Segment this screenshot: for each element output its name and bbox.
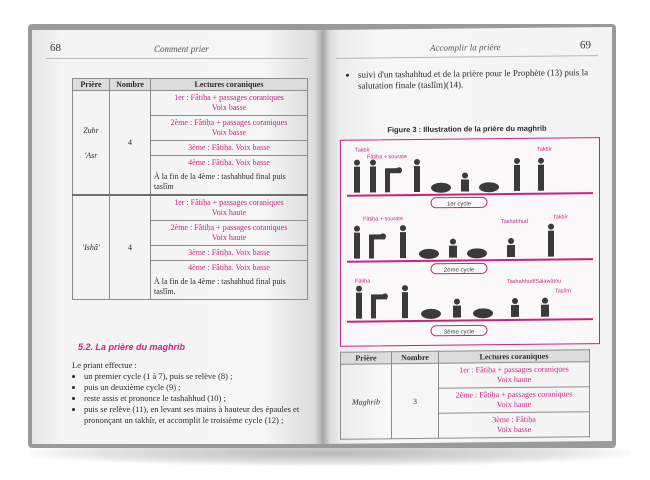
reading-text: 3ème : Fâtiḥa [492, 414, 536, 425]
cycle-2-row [347, 223, 593, 263]
left-page [32, 30, 322, 444]
figure-standing-icon [414, 159, 420, 192]
figure-bowing-icon [371, 293, 388, 318]
reading-cell [151, 116, 308, 141]
col-header-lectures: Lectures coraniques [151, 79, 308, 91]
list-item: • puis un deuxième cycle (9) ; [84, 382, 312, 393]
figure-sitting-icon [453, 299, 461, 318]
right-page [322, 27, 612, 444]
reading-cell: 4ème : Fâtiḥa. Voix basse [151, 261, 308, 276]
body-text-block [72, 360, 312, 426]
reading-voice: Voix basse [211, 128, 247, 137]
figure-sitting-icon [511, 298, 519, 317]
list-item: • reste assis et prononce le tashahhud (10) ; [84, 393, 312, 404]
prayer-cell: 'Ishâ' [73, 195, 110, 300]
left-page-number: 68 [50, 42, 61, 54]
cycle-1-row [347, 157, 593, 197]
figure-prostrating-icon [479, 182, 499, 192]
reading-voice: Voix haute [211, 233, 247, 242]
col-header-nombre: Nombre [110, 79, 151, 91]
left-running-head: Comment prier [154, 44, 209, 54]
book-spine-gutter [314, 30, 330, 444]
cycle-1-label: 1er cycle [446, 201, 472, 208]
reading-text: 1er : Fâtiḥa + passages coraniques [459, 364, 569, 375]
right-prayer-table [340, 349, 590, 440]
figure-standing-icon [354, 160, 360, 193]
table-header-row [73, 79, 308, 91]
figure-prostrating-icon [431, 183, 451, 193]
count-cell: 4 [110, 195, 151, 300]
prayer-name: Zuhr [83, 125, 99, 135]
reading-voice: Voix haute [211, 208, 247, 217]
figure-title: Figure 3 : Illustration de la prière du maghrib [387, 123, 547, 135]
intro-text: Le priant effectue : [72, 360, 137, 370]
count-cell: 3 [392, 363, 439, 438]
count-cell: 4 [110, 91, 151, 196]
step-list [72, 371, 312, 426]
label-fatiha: Fâtiḥa [355, 278, 371, 285]
figure-sitting-icon [449, 239, 457, 258]
left-prayer-table [72, 78, 308, 300]
figure-standing-icon [548, 224, 554, 257]
reading-cell [439, 362, 590, 389]
final-note-cell: À la fin de la 4ème : tashahhud final puis taslîm [151, 170, 308, 195]
reading-text: 1er : Fâtiḥa + passages coraniques [174, 198, 284, 207]
label-takbir-3: Takbîr [553, 214, 568, 221]
reading-cell [439, 387, 590, 414]
right-header-rule [336, 55, 598, 59]
cycle-3-label: 3ème cycle [443, 329, 475, 336]
reading-text: 2ème : Fâtiḥa + passages coraniques [170, 223, 288, 232]
reading-cell [439, 412, 590, 439]
prayer-positions-illustration [341, 138, 599, 346]
reading-text: 2ème : Fâtiḥa + passages coraniques [455, 389, 573, 400]
label-taslim: Taslîm [555, 288, 571, 295]
reading-voice: Voix haute [496, 399, 532, 410]
list-item: • suivi d'un tashahhud et de la prière pour le Prophète (13) puis la salutation finale (taslîm)(14). [358, 67, 598, 92]
label-fatiha-sourate: Fâtiḥa + sourate [367, 154, 407, 161]
reading-voice: Voix basse [211, 103, 247, 112]
right-bullet-block [346, 67, 598, 92]
table-row [73, 195, 308, 221]
figure-prostrating-icon [467, 248, 487, 258]
figure-sitting-icon [461, 172, 469, 191]
reading-cell [151, 91, 308, 116]
figure-prostrating-icon [473, 308, 493, 318]
list-item: • puis se relève (11), en levant ses mains à hauteur des épaules et prononçant un takbîr, et accomplit le troisième cycle (12) ; [84, 404, 312, 426]
maghrib-figure [340, 137, 600, 347]
figure-standing-icon [370, 159, 376, 192]
list-item: • un premier cycle (1 à 7), puis se relève (8) ; [84, 371, 312, 382]
figure-bowing-icon [385, 167, 402, 192]
reading-cell: 4ème : Fâtiḥa. Voix basse [151, 156, 308, 171]
figure-sitting-icon [541, 298, 549, 317]
label-takbir-2: Takbîr [537, 146, 552, 153]
final-note-cell: À la fin de la 4ème : tashahhud final puis taslîm. [151, 275, 308, 300]
figure-standing-icon [514, 158, 520, 191]
right-page-number: 69 [580, 39, 591, 52]
prayer-name-2: 'Asr [84, 150, 98, 160]
reading-voice: Voix haute [496, 374, 532, 385]
cycle-2-label: 2ème cycle [443, 267, 475, 274]
col-header-nombre: Nombre [392, 351, 439, 363]
right-running-head: Accomplir la prière [430, 42, 501, 53]
reading-cell [151, 221, 308, 246]
figure-bowing-icon [369, 233, 386, 258]
section-title: 5.2. La prière du maghrib [78, 342, 186, 352]
figure-standing-icon [354, 226, 360, 259]
reading-cell [151, 195, 308, 221]
reading-text: 2ème : Fâtiḥa + passages coraniques [170, 118, 288, 127]
figure-standing-icon [402, 285, 408, 318]
table-row [341, 362, 590, 390]
figure-standing-icon [538, 158, 544, 191]
col-header-priere: Prière [341, 352, 392, 365]
reading-voice: Voix basse [496, 424, 532, 435]
label-takbir: Takbîr [355, 147, 370, 154]
figure-prostrating-icon [421, 309, 441, 319]
prayer-cell: Maghrib [341, 364, 392, 440]
left-header-rule [46, 58, 308, 59]
figure-prostrating-icon [419, 249, 439, 259]
reading-cell: 3ème : Fâtiḥa. Voix basse [151, 246, 308, 261]
figure-sitting-icon [507, 238, 515, 257]
reading-cell: 3ème : Fâtiḥa. Voix basse [151, 141, 308, 156]
figure-standing-icon [400, 225, 406, 258]
col-header-lectures: Lectures coraniques [439, 350, 590, 364]
col-header-priere: Prière [73, 79, 110, 91]
table-row [73, 91, 308, 116]
label-fatiha-sourate-2: Fâtiḥa + sourate [363, 216, 403, 223]
figure-standing-icon [356, 286, 362, 319]
prayer-cell [73, 91, 110, 196]
reading-text: 1er : Fâtiḥa + passages coraniques [174, 93, 284, 102]
label-tashahhud-salawatou: Tashahhud/Salawâtou [507, 278, 562, 286]
label-tashahhud: Tashahhud [501, 218, 528, 226]
